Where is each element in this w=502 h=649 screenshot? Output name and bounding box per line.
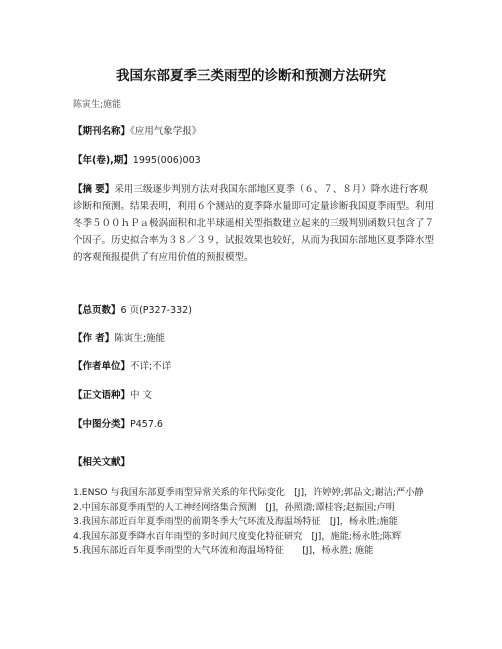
- language-label: 【正文语种】: [73, 390, 131, 401]
- affiliation-field: [73, 358, 437, 375]
- classification-label: 【中图分类】: [73, 419, 131, 430]
- year-issue-field: [73, 152, 437, 169]
- author-label: 【作 者】: [73, 333, 115, 344]
- language-field: [73, 387, 437, 404]
- author-value: 陈寅生;施能: [114, 333, 166, 344]
- abstract-text: 采用三级逐步判别方法对我国东部地区夏季（６、７、８月）降水进行客观诊断和预测。结果表明，利用６个测站的夏季降水量即可定量诊断我国夏季雨型。利用冬季５００ｈＰａ极涡面积和北半球遥相关型指数建立起来的三级判别函数只包含了７个因子。历史拟合率为３８／３９，试报效果也较好，从而为我国东部地区夏季降水型的客观预报提供了有应用价值的预报模型。: [73, 184, 435, 263]
- journal-field: [73, 123, 437, 140]
- author-line: 陈寅生;施能: [73, 100, 122, 110]
- language-value: 中 文: [130, 390, 153, 401]
- related-item[interactable]: 1.ENSO 与我国东部夏季雨型异常关系的年代际变化 [J]，许婷婷;郭品文;谢洁;严小静: [73, 487, 424, 498]
- related-item[interactable]: 5.我国东部近百年夏季雨型的大气环流和海温场特征 [J]，杨永胜; 施能: [73, 545, 374, 557]
- related-heading: 【相关文献】: [73, 457, 131, 468]
- affiliation-value: 不详;不详: [130, 361, 172, 372]
- year-issue-value: 1995(006)003: [132, 155, 201, 166]
- journal-label: 【期刊名称】: [73, 126, 131, 137]
- abstract-label: 【摘 要】: [73, 184, 115, 195]
- related-item[interactable]: 3.我国东部近百年夏季雨型的前期冬季大气环流及海温场特征 [J]，杨永胜;施能: [73, 516, 398, 528]
- related-item[interactable]: 4.我国东部夏季降水百年雨型的多时间尺度变化特征研究 [J]，施能;杨永胜;陈辉: [73, 530, 402, 542]
- classification-value: P457.6: [130, 419, 163, 430]
- abstract-field: [73, 181, 437, 266]
- related-item[interactable]: 2.中国东部夏季雨型的人工神经网络集合预测 [J]，孙照渤;谭桂容;赵振国;卢明: [73, 501, 395, 513]
- pages-value: 6 页(P327-332): [120, 305, 192, 316]
- author-field: [73, 330, 437, 347]
- related-list: [73, 486, 435, 559]
- classification-field: [73, 416, 437, 433]
- affiliation-label: 【作者单位】: [73, 361, 131, 372]
- pages-field: [73, 302, 437, 319]
- year-issue-label: 【年(卷),期】: [73, 155, 133, 166]
- document-title: 我国东部夏季三类雨型的诊断和预测方法研究: [116, 68, 386, 84]
- journal-value: 《应用气象学报》: [130, 126, 202, 137]
- pages-label: 【总页数】: [73, 305, 121, 316]
